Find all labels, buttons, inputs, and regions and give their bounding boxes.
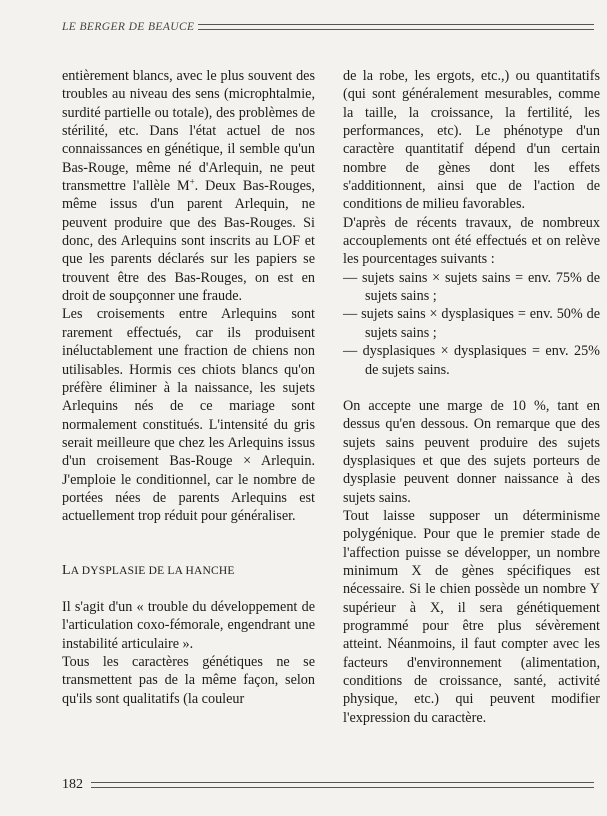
paragraph: de la robe, les ergots, etc.,) ou quantitatifs (qui sont généralement mesurables, comme la taille, la croissance, la fertilité, les performances, etc). Le phénotype d'un caractère quantitatif dépend d'un certain nombre de gènes dont les effets s'additionnent, ainsi que de l'action de conditions de milieu favorables.	[343, 68, 600, 213]
paragraph: Tous les caractères génétiques ne se transmettent pas de la même façon, selon qu'ils sont qualitatifs (la couleur	[62, 653, 315, 707]
page-footer	[62, 776, 594, 794]
paragraph: On accepte une marge de 10 %, tant en dessus qu'en dessous. On remarque que des sujets sains peuvent produire des sujets dysplasiques et que des sujets porteurs de dysplasie peuvent donner naissance à des sujets sains.	[343, 397, 600, 506]
spacer	[62, 526, 315, 562]
paragraph: D'après de récents travaux, de nombreux accouplements ont été effectués et on relève les pourcentages suivants :	[343, 214, 600, 268]
running-header	[62, 18, 594, 36]
paragraph: Tout laisse supposer un déterminisme polygénique. Pour que le premier stade de l'affection puisse se développer, un nombre minimum X de gènes spécifiques est nécessaire. Si le chien possède un nombre Y supérieur à X, il sera génétiquement programmé pour être plus sévèrement atteint. Néanmoins, il faut compter avec les facteurs d'environnement (alimentation, conditions de croissance, santé, activité physique, etc.) qui peuvent modifier l'expression du caractère.	[343, 507, 600, 726]
list-item: — dysplasiques × dysplasiques = env. 25% de sujets sains.	[343, 343, 600, 378]
section-heading: LA DYSPLASIE DE LA HANCHE	[62, 562, 235, 578]
right-column	[343, 67, 600, 727]
paragraph: Les croisements entre Arlequins sont rarement effectués, car ils produisent inéluctablement une fraction de chiens non utilisables. Hormis ces chiots blancs qu'on préfère éliminer à la naissance, les sujets Arlequins nés de ce mariage sont normalement constitués. L'intensité du gris serait meilleure que chez les Arlequins issus d'un croisement Bas-Rouge × Arlequin. J'emploie le conditionnel, car le nombre de portées nées de parents Arlequins est actuellement trop réduit pour généraliser.	[62, 306, 315, 525]
page-number: 182	[62, 777, 83, 792]
list-item: — sujets sains × sujets sains = env. 75% de sujets sains ;	[343, 269, 600, 305]
left-column	[62, 67, 315, 708]
footer-rule	[91, 782, 594, 788]
paragraph: entièrement blancs, avec le plus souvent des troubles au niveau des sens (microphtalmie, surdité partielle ou totale), des problèmes de stérilité, etc. Dans l'état actuel de nos connaissances en génétique, il semble qu'un Bas-Rouge, même né d'Arlequin, ne peut transmettre l'allèle M+. Deux Bas-Rouges, même issus d'un parent Arlequin, ne peuvent produire que des Bas-Rouges. Si donc, des Arlequins sont inscrits au LOF et que les parents déclarés sur les papiers se trouvent être des Bas-Rouges, on est en droit de soupçonner une fraude.	[62, 68, 315, 305]
spacer	[62, 580, 315, 598]
running-header-title: LE BERGER DE BEAUCE	[62, 21, 195, 33]
spacer	[343, 379, 600, 397]
list-item: — sujets sains × dysplasiques = env. 50% de sujets sains ;	[343, 306, 600, 341]
paragraph: Il s'agit d'un « trouble du développement de l'articulation coxo-fémorale, engendrant une instabilité articulaire ».	[62, 598, 315, 652]
header-rule	[198, 24, 594, 30]
